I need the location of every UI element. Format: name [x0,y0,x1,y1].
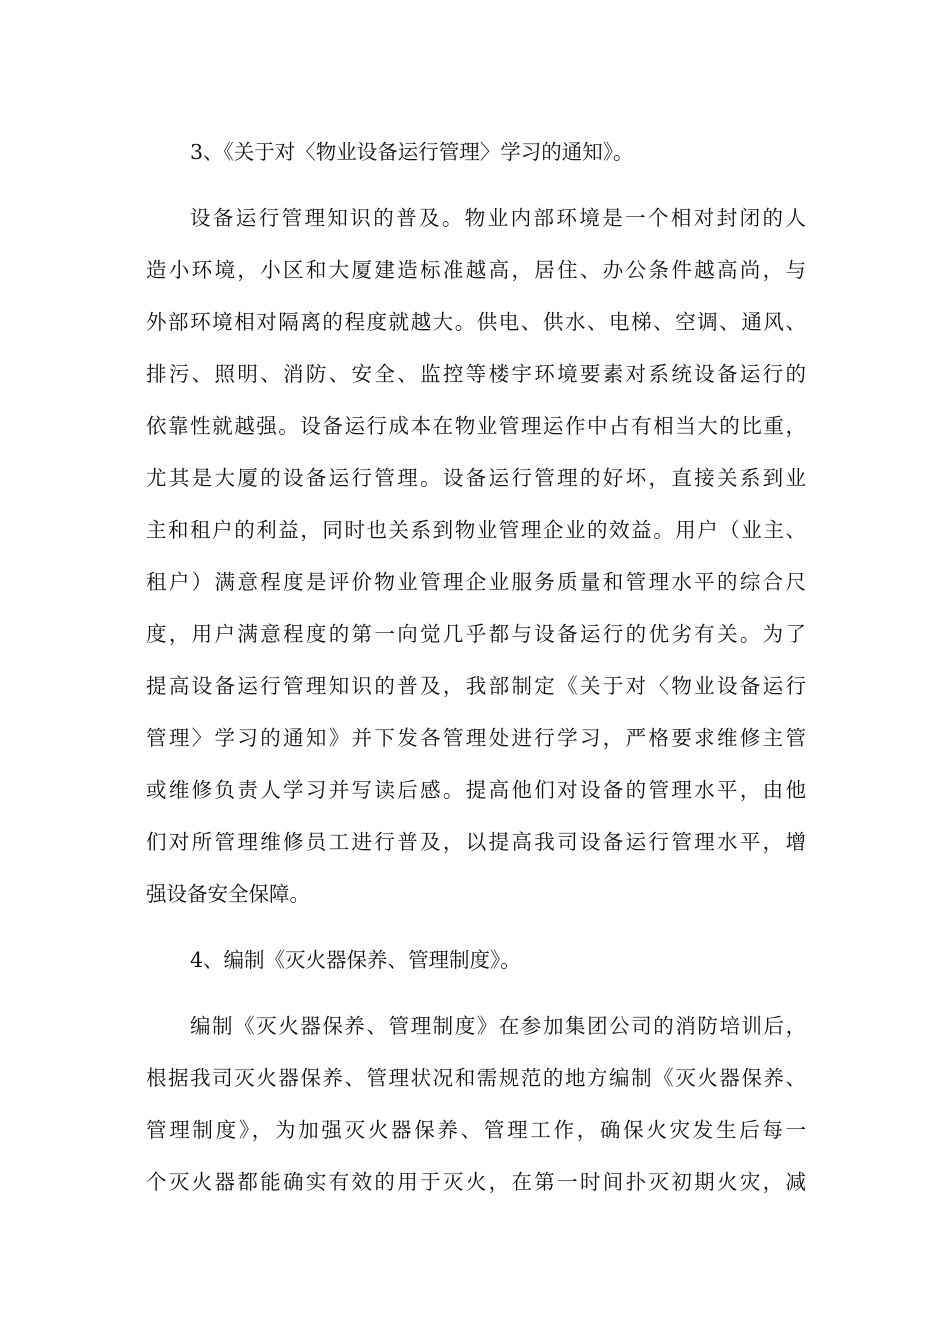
paragraph-line: 主和租户的利益，同时也关系到物业管理企业的效益。用户（业主、 [146,518,808,542]
section-3-heading: 3、《关于对〈物业设备运行管理〉学习的通知》。 [190,140,634,164]
paragraph-line: 排污、照明、消防、安全、监控等楼宇环境要素对系统设备运行的 [146,362,809,386]
paragraph-line: 尤其是大厦的设备运行管理。设备运行管理的好坏，直接关系到业 [146,466,809,490]
paragraph-line: 外部环境相对隔离的程度就越大。供电、供水、电梯、空调、通风、 [146,310,808,334]
paragraph-line: 提高设备运行管理知识的普及，我部制定《关于对〈物业设备运行 [146,674,809,698]
paragraph-line: 个灭火器都能确实有效的用于灭火，在第一时间扑灭初期火灾，减 [146,1170,809,1194]
paragraph-line: 编制《灭火器保养、管理制度》在参加集团公司的消防培训后， [190,1014,808,1038]
paragraph-line: 管理〉学习的通知》并下发各管理处进行学习，严格要求维修主管 [146,726,809,750]
paragraph-line: 租户）满意程度是评价物业管理企业服务质量和管理水平的综合尺 [146,570,809,594]
paragraph-line: 设备运行管理知识的普及。物业内部环境是一个相对封闭的人 [190,206,809,230]
paragraph-line: 度，用户满意程度的第一向觉几乎都与设备运行的优劣有关。为了 [146,622,809,646]
paragraph-line: 们对所管理维修员工进行普及，以提高我司设备运行管理水平，增 [146,830,809,854]
paragraph-line: 根据我司灭火器保养、管理状况和需规范的地方编制《灭火器保养、 [146,1066,808,1090]
section-4-heading: 4、编制《灭火器保养、管理制度》。 [190,948,521,972]
paragraph-line: 依靠性就越强。设备运行成本在物业管理运作中占有相当大的比重， [146,414,808,438]
paragraph-line: 或维修负责人学习并写读后感。提高他们对设备的管理水平，由他 [146,778,809,802]
paragraph-line: 造小环境，小区和大厦建造标准越高，居住、办公条件越高尚，与 [146,258,809,282]
paragraph-line: 管理制度》，为加强灭火器保养、管理工作，确保火灾发生后每一 [146,1118,809,1142]
paragraph-line: 强设备安全保障。 [146,882,310,906]
